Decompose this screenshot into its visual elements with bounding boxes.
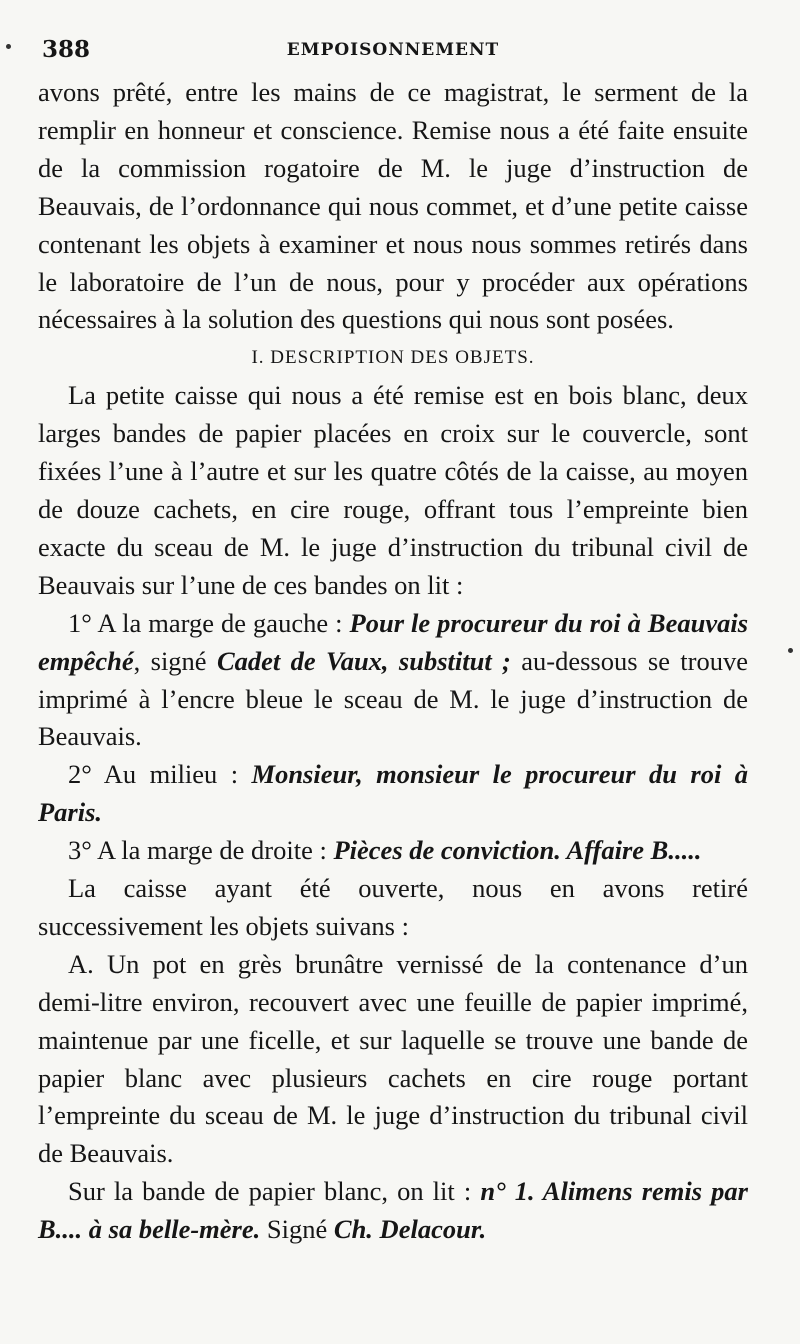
- list-item: [38, 832, 748, 870]
- paragraph-text: La petite caisse qui nous a été remise est en bois blanc, deux larges bandes de papier placées en croix sur le couvercle, sont fixées l’une à l’autre et sur les quatre côtés de la caisse, au moyen de douze cachets, en cire rouge, offrant tous l’empreinte bien exacte du sceau de M. le juge d’instruction du tribunal civil de Beauvais sur l’une de ces bandes on lit :: [38, 380, 748, 600]
- list-item-text: , signé: [133, 645, 217, 676]
- paragraph-text: Signé: [260, 1214, 334, 1245]
- section-title: I. DESCRIPTION DES OBJETS.: [251, 347, 535, 369]
- paragraph-text: La caisse ayant été ouverte, nous en avons retiré successivement les objets suivans :: [38, 873, 748, 941]
- list-item-text: au-dessous se trouve imprimé à l’encre bleue le sceau de M. le juge d’instruction de Beauvais.: [38, 645, 749, 752]
- scan-speck: [788, 648, 793, 653]
- paragraph: avons prêté, entre les mains de ce magistrat, le serment de la remplir en honneur et conscience. Remise nous a été faite ensuite de la commission rogatoire de M. le juge d’instruction de Beauvais, de l’ordonnance qui nous commet, et d’une petite caisse contenant les objets à examiner et nous nous sommes retirés dans le laboratoire de l’un de nous, pour y procéder aux opérations nécessaires à la solution des questions qui nous sont posées.: [38, 77, 748, 335]
- body-text: [38, 74, 748, 1249]
- paragraph: [38, 946, 748, 1173]
- italic-text: n° 1. Alimens remis par B.... à sa belle-mère.: [38, 1176, 748, 1245]
- list-item-text: 3° A la marge de droite :: [68, 835, 334, 866]
- list-item-text: 2° Au milieu :: [68, 759, 252, 790]
- paragraph: [38, 1173, 748, 1249]
- page-number: 388: [42, 36, 91, 63]
- list-item-text: 1° A la marge de gauche :: [68, 607, 350, 638]
- list-item: [38, 756, 748, 832]
- italic-text: Pour le procureur du roi à Beauvais empêché: [38, 607, 749, 676]
- scan-speck: [6, 44, 11, 49]
- paragraph: [38, 870, 748, 946]
- italic-text: Monsieur, monsieur le procureur du roi à Paris.: [38, 759, 748, 828]
- italic-text: Pièces de conviction. Affaire B.....: [333, 835, 702, 866]
- page-header: [38, 26, 748, 74]
- list-item: [38, 605, 748, 757]
- running-head: EMPOISONNEMENT: [286, 40, 500, 60]
- italic-text: Ch. Delacour.: [333, 1214, 487, 1245]
- paragraph-text: Sur la bande de papier blanc, on lit :: [68, 1176, 481, 1207]
- paragraph-text: A. Un pot en grès brunâtre vernissé de la contenance d’un demi-litre environ, recouvert avec une feuille de papier imprimé, maintenue par une ficelle, et sur laquelle se trouve une bande de papier blanc avec plusieurs cachets en cire rouge portant l’empreinte du sceau de M. le juge d’instruction du tribunal civil de Beauvais.: [38, 948, 748, 1169]
- paragraph: [38, 377, 748, 604]
- italic-text: Cadet de Vaux, substitut ;: [216, 645, 511, 676]
